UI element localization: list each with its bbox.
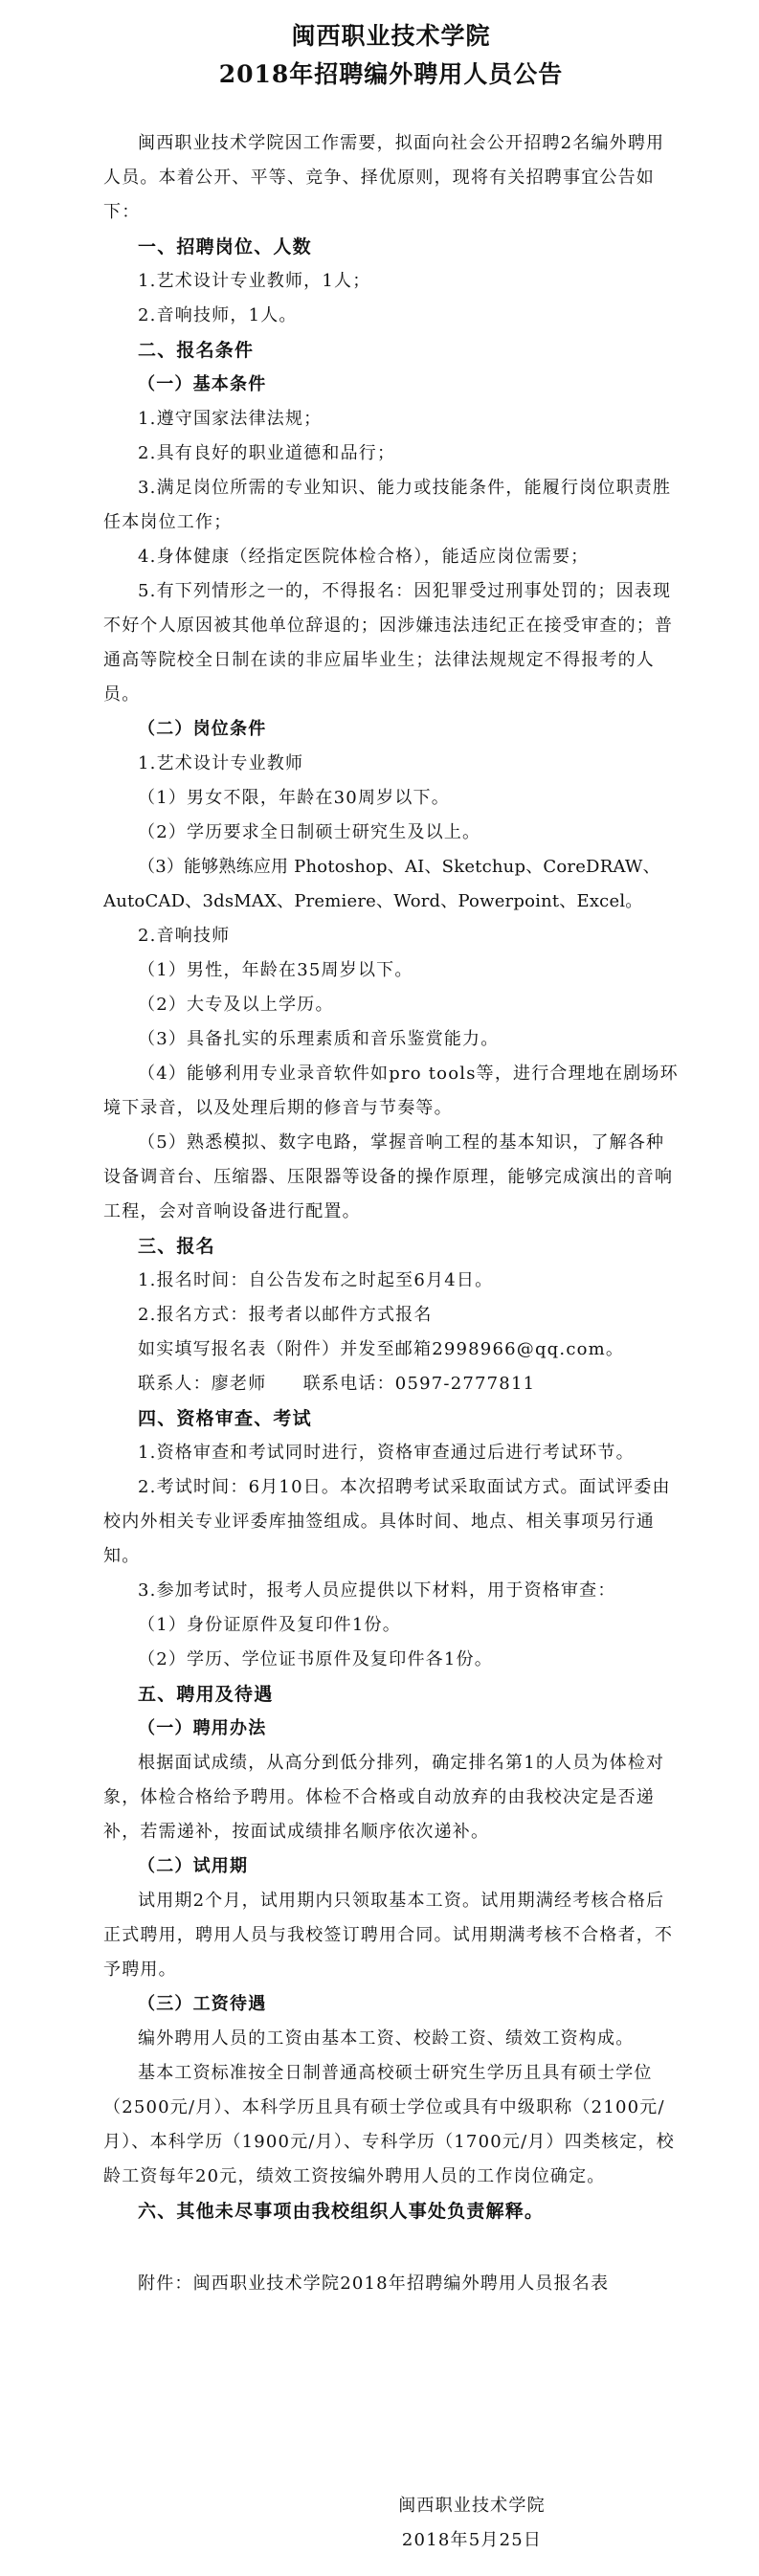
hiring-method-text: 根据面试成绩，从高分到低分排列，确定排名第1的人员为体检对象，体检合格给予聘用。体检不合格或自动放弃的由我校决定是否递补，若需递补，按面试成绩排名顺序依次递补。 <box>103 1753 665 1842</box>
art-teacher-item: （2）学历要求全日制硕士研究生及以上。 <box>138 822 481 842</box>
section-2-heading: 二、报名条件 <box>138 340 255 361</box>
sound-tech-item: （4）能够利用专业录音软件如pro tools等，进行合理地在剧场环境下录音，以及处理后期的修音与节奏等。 <box>103 1064 679 1118</box>
attachment-note: 附件：闽西职业技术学院2018年招聘编外聘用人员报名表 <box>138 2274 610 2294</box>
sound-tech-item: （1）男性，年龄在35周岁以下。 <box>138 960 413 980</box>
basic-condition-item: 5.有下列情形之一的，不得报名：因犯罪受过刑事处罚的；因表现不好个人原因被其他单位辞退的；因涉嫌违法违纪正在接受审查的；普通高等院校全日制在读的非应届毕业生；法律法规规定不得报考的人员。 <box>103 581 674 705</box>
art-teacher-title: 1.艺术设计专业教师 <box>138 753 304 773</box>
registration-time: 1.报名时间：自公告发布之时起至6月4日。 <box>138 1270 494 1290</box>
section-4-heading: 四、资格审查、考试 <box>138 1408 312 1429</box>
basic-condition-item: 1.遵守国家法律法规； <box>138 409 323 429</box>
sound-tech-item: （5）熟悉模拟、数字电路，掌握音响工程的基本知识，了解各种设备调音台、压缩器、压限器等设备的操作原理，能够完成演出的音响工程，会对音响设备进行配置。 <box>103 1132 674 1221</box>
art-teacher-item: （3）能够熟练应用 Photoshop、AI、Sketchup、CoreDRAW、AutoCAD、3dsMAX、Premiere、Word、Powerpoint、Excel。 <box>103 857 660 911</box>
registration-email: 如实填写报名表（附件）并发至邮箱2998966@qq.com。 <box>138 1339 625 1359</box>
salary-text: 基本工资标准按全日制普通高校硕士研究生学历且具有硕士学位（2500元/月）、本科学历且具有硕士学位或具有中级职称（2100元/月）、本科学历（1900元/月）、专科学历（1700元/月）四类核定，校龄工资每年20元，绩效工资按编外聘用人员的工作岗位确定。 <box>103 2063 675 2186</box>
title-line-2: 2018年招聘编外聘用人员公告 <box>218 60 564 88</box>
salary-text: 编外聘用人员的工资由基本工资、校龄工资、绩效工资构成。 <box>138 2028 635 2049</box>
sound-tech-item: （3）具备扎实的乐理素质和音乐鉴赏能力。 <box>138 1029 500 1049</box>
signature-org: 闽西职业技术学院 <box>398 2496 546 2516</box>
intro-paragraph: 闽西职业技术学院因工作需要，拟面向社会公开招聘2名编外聘用人员。本着公开、平等、竞争、择优原则，现将有关招聘事宜公告如下： <box>103 133 665 222</box>
signature-block <box>0 2489 759 2558</box>
art-teacher-item: （1）男女不限，年龄在30周岁以下。 <box>138 788 450 808</box>
section-5-heading: 五、聘用及待遇 <box>138 1684 274 1705</box>
exam-material-item: （2）学历、学位证书原件及复印件各1份。 <box>138 1649 493 1669</box>
exam-item: 3.参加考试时，报考人员应提供以下材料，用于资格审查： <box>138 1580 616 1601</box>
sound-tech-item: （2）大专及以上学历。 <box>138 995 334 1015</box>
signature-date: 2018年5月25日 <box>401 2530 543 2550</box>
trial-period-heading: （二）试用期 <box>138 1856 249 1876</box>
sound-tech-title: 2.音响技师 <box>138 926 231 946</box>
exam-material-item: （1）身份证原件及复印件1份。 <box>138 1615 401 1635</box>
contact-info: 联系人：廖老师 联系电话：0597-2777811 <box>138 1374 536 1394</box>
exam-item: 2.考试时间：6月10日。本次招聘考试采取面试方式。面试评委由校内外相关专业评委库抽签组成。具体时间、地点、相关事项另行通知。 <box>103 1477 671 1566</box>
basic-condition-item: 3.满足岗位所需的专业知识、能力或技能条件，能履行岗位职责胜任本岗位工作； <box>103 478 672 532</box>
post-conditions-heading: （二）岗位条件 <box>138 719 267 739</box>
s1-item: 2.音响技师，1人。 <box>138 305 298 325</box>
section-6-heading: 六、其他未尽事项由我校组织人事处负责解释。 <box>138 2201 545 2222</box>
title-line-1: 闽西职业技术学院 <box>291 22 491 50</box>
s1-item: 1.艺术设计专业教师，1人； <box>138 271 371 291</box>
salary-heading: （三）工资待遇 <box>138 1994 267 2014</box>
page-title <box>103 17 679 94</box>
basic-conditions-heading: （一）基本条件 <box>138 374 267 394</box>
hiring-method-heading: （一）聘用办法 <box>138 1718 267 1738</box>
section-3-heading: 三、报名 <box>138 1236 215 1257</box>
trial-period-text: 试用期2个月，试用期内只领取基本工资。试用期满经考核合格后正式聘用，聘用人员与我校签订聘用合同。试用期满考核不合格者，不予聘用。 <box>103 1891 674 1980</box>
registration-method: 2.报名方式：报考者以邮件方式报名 <box>138 1305 433 1325</box>
basic-condition-item: 4.身体健康（经指定医院体检合格），能适应岗位需要； <box>138 547 590 567</box>
section-1-heading: 一、招聘岗位、人数 <box>138 236 312 258</box>
basic-condition-item: 2.具有良好的职业道德和品行； <box>138 443 396 463</box>
exam-item: 1.资格审查和考试同时进行，资格审查通过后进行考试环节。 <box>138 1443 635 1463</box>
